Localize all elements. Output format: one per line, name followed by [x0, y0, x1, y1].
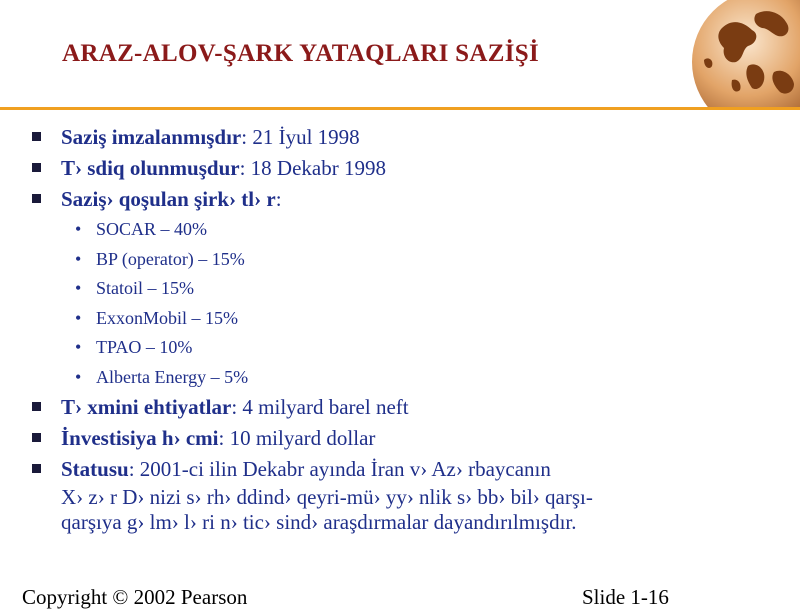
bullet-signed — [30, 122, 780, 153]
signed-label: Saziş imzalanmışdır — [61, 125, 242, 149]
companies-value: : — [275, 187, 282, 211]
globe-icon — [682, 0, 800, 110]
company-item — [30, 363, 780, 393]
square-bullet-icon — [32, 163, 41, 172]
status-line-3: qarşıya g› lm› l› ri n› tic› sind› araşdırmalar dayandırılmışdır. — [61, 510, 577, 534]
bullet-investment — [30, 423, 780, 454]
square-bullet-icon — [32, 402, 41, 411]
square-bullet-icon — [32, 464, 41, 473]
footer-slide-number: Slide 1-16 — [582, 585, 669, 609]
round-bullet-icon: • — [75, 337, 82, 357]
footer-copyright: Copyright © 2002 Pearson — [22, 585, 248, 609]
companies-label: Saziş› qoşulan şirk› tl› r — [61, 187, 276, 211]
round-bullet-icon: • — [75, 366, 82, 387]
bullet-approved — [30, 153, 780, 184]
square-bullet-icon — [32, 433, 41, 442]
bullet-status — [30, 454, 780, 535]
status-label: Statusu — [61, 457, 129, 481]
company-text: BP (operator) – 15% — [96, 248, 245, 269]
status-line-2: X› z› r D› nizi s› rh› ddind› qeyri-mü› yy› nlik s› bb› bil› qarşı- — [61, 485, 593, 509]
page-title: ARAZ-ALOV-ŞARK YATAQLARI SAZİŞİ — [62, 40, 539, 67]
round-bullet-icon: • — [75, 278, 82, 298]
company-item — [30, 304, 780, 334]
status-line-1: : 2001-ci ilin Dekabr ayında İran v› Az› rbaycanın — [128, 457, 551, 481]
slide-body — [30, 122, 780, 535]
company-item — [30, 274, 780, 304]
square-bullet-icon — [32, 132, 41, 141]
company-item — [30, 215, 780, 245]
company-text: TPAO – 10% — [96, 337, 193, 357]
company-text: ExxonMobil – 15% — [96, 307, 238, 328]
signed-value: : 21 İyul 1998 — [241, 125, 360, 149]
investment-value: : 10 milyard dollar — [218, 426, 376, 450]
company-text: Statoil – 15% — [96, 278, 194, 298]
approved-label: T› sdiq olunmuşdur — [61, 156, 240, 180]
round-bullet-icon: • — [75, 248, 82, 269]
bullet-reserves — [30, 392, 780, 423]
company-text: SOCAR – 40% — [96, 219, 208, 239]
company-item — [30, 333, 780, 363]
square-bullet-icon — [32, 194, 41, 203]
reserves-value: : 4 milyard barel neft — [231, 395, 409, 419]
title-divider — [0, 107, 800, 110]
company-text: Alberta Energy – 5% — [96, 366, 249, 387]
bullet-companies — [30, 184, 780, 215]
investment-label: İnvestisiya h› cmi — [61, 426, 219, 450]
reserves-label: T› xmini ehtiyatlar — [61, 395, 232, 419]
round-bullet-icon: • — [75, 219, 82, 239]
approved-value: : 18 Dekabr 1998 — [239, 156, 386, 180]
company-item — [30, 245, 780, 275]
round-bullet-icon: • — [75, 307, 82, 328]
